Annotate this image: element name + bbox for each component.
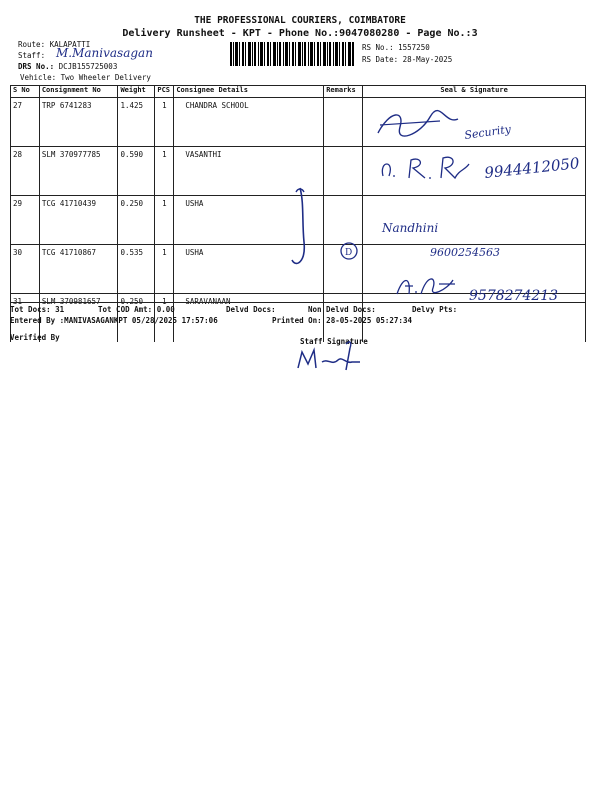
cell-pcs: 1	[155, 196, 174, 245]
cell-sno: 27	[11, 98, 40, 147]
cell-remarks	[324, 98, 363, 147]
cell-sno: 28	[11, 147, 40, 196]
cell-consignee: CHANDRA SCHOOL	[174, 98, 324, 147]
non-delvd-docs: Non Delvd Docs:	[308, 305, 376, 314]
tot-docs: Tot Docs: 31	[10, 305, 65, 314]
drs-label: DRS No.: DCJB155725003	[18, 62, 118, 71]
cell-pcs: 1	[155, 98, 174, 147]
signature-text-nandhini: Nandhini	[382, 221, 439, 235]
signature-row-27	[370, 105, 540, 145]
remarks-mark-text: D	[345, 248, 353, 258]
cell-consignee: VASANTHI	[174, 147, 324, 196]
drs-number: DCJB155725003	[58, 62, 118, 71]
col-header-signature: Seal & Signature	[363, 86, 586, 98]
cell-weight: 1.425	[118, 98, 155, 147]
signature-phone-31: 9578274213	[469, 288, 559, 304]
table-header-row	[11, 86, 586, 98]
signature-row-30	[378, 212, 578, 262]
remarks-circle-mark	[338, 240, 360, 262]
cell-sno: 30	[11, 245, 40, 294]
cell-weight: 0.250	[118, 196, 155, 245]
staff-handwritten-name: M.Manivasagan	[56, 46, 153, 60]
staff-label: Staff:	[18, 51, 46, 60]
delvd-docs: Delvd Docs:	[226, 305, 276, 314]
entered-by: Entered By :MANIVASAGANKPT 05/28/2025 17:57:06	[10, 316, 218, 325]
cell-consignment: TCG 41710439	[39, 196, 118, 245]
tot-cod-amt: Tot COD Amt: 0.00	[98, 305, 175, 314]
cell-consignment: TRP 6741283	[39, 98, 118, 147]
verified-by: Verified By	[10, 333, 60, 342]
cell-remarks	[324, 147, 363, 196]
cell-consignment: TCG 41710867	[39, 245, 118, 294]
footer-divider	[10, 302, 586, 303]
cell-consignee: USHA	[174, 245, 324, 294]
signature-row-28	[375, 150, 580, 190]
cell-weight: 0.250	[118, 294, 155, 343]
cell-pcs: 1	[155, 147, 174, 196]
signature-phone-28: 9944412050	[483, 154, 580, 182]
rs-number: RS No.: 1557250	[362, 43, 430, 52]
col-header-pcs: PCS	[155, 86, 174, 98]
col-header-consignee: Consignee Details	[174, 86, 324, 98]
cell-consignee: USHA	[174, 196, 324, 245]
cell-consignment: SLM 370981657	[39, 294, 118, 343]
cell-pcs: 1	[155, 245, 174, 294]
barcode-image	[230, 42, 354, 66]
cell-sno: 31	[11, 294, 40, 343]
cell-consignee: SARAVANAAN	[174, 294, 324, 343]
rs-date: RS Date: 28-May-2025	[362, 55, 453, 64]
col-header-consignment: Consignment No	[39, 86, 118, 98]
cell-pcs: 1	[155, 294, 174, 343]
signature-row-31	[393, 270, 588, 310]
cell-weight: 0.590	[118, 147, 155, 196]
cell-weight: 0.535	[118, 245, 155, 294]
printed-on: Printed On: 28-05-2025 05:27:34	[272, 316, 412, 325]
runsheet-title: Delivery Runsheet - KPT - Phone No.:9047080280 - Page No.:3	[122, 28, 478, 39]
cell-consignment: SLM 370977785	[39, 147, 118, 196]
delvy-pts: Delvy Pts:	[412, 305, 458, 314]
col-header-sno: S No	[11, 86, 40, 98]
vehicle-label: Vehicle: Two Wheeler Delivery	[20, 73, 151, 82]
staff-signature-label: Staff Signature	[300, 337, 368, 346]
col-header-weight: Weight	[118, 86, 155, 98]
route-label: Route: KALAPATTI	[18, 40, 91, 49]
signature-text-security: Security	[463, 122, 512, 142]
company-title: THE PROFESSIONAL COURIERS, COIMBATORE	[194, 15, 406, 26]
staff-signature-mark	[294, 338, 364, 374]
bracket-mark	[286, 182, 316, 272]
col-header-remarks: Remarks	[324, 86, 363, 98]
signature-phone-30: 9600254563	[430, 246, 500, 259]
cell-remarks	[324, 196, 363, 245]
cell-sno: 29	[11, 196, 40, 245]
